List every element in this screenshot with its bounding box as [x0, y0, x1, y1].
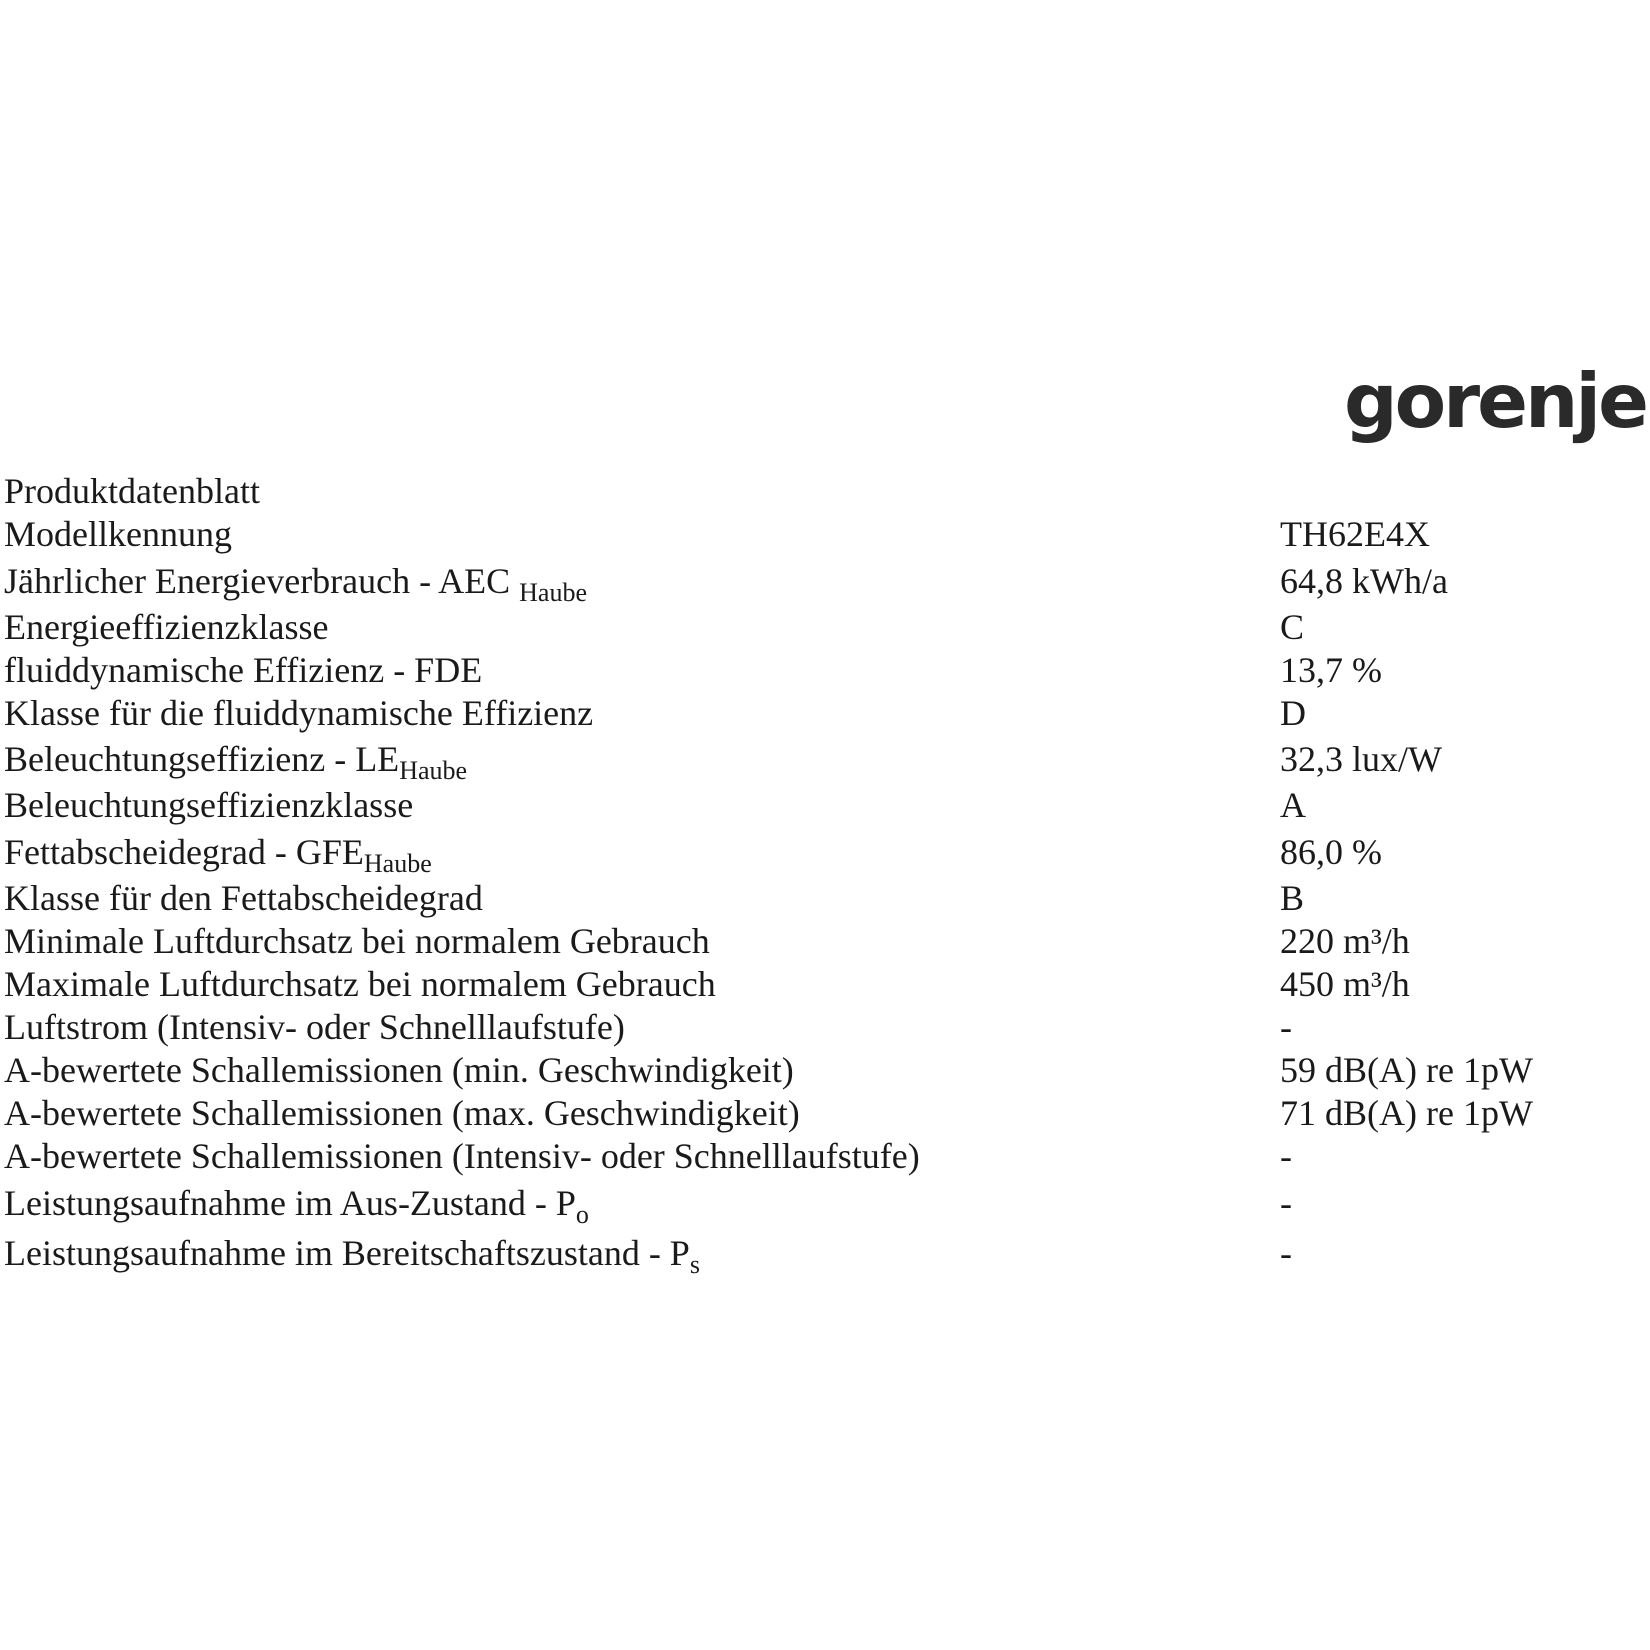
- row-label: A-bewertete Schallemissionen (max. Geschwindigkeit): [4, 1092, 800, 1133]
- data-row: [4, 1006, 1644, 1049]
- sheet-title-row: [4, 470, 1644, 513]
- row-value: -: [1280, 1232, 1292, 1273]
- row-label: Maximale Luftdurchsatz bei normalem Gebrauch: [4, 964, 716, 1005]
- data-row: [4, 963, 1644, 1006]
- row-value: C: [1280, 606, 1305, 647]
- row-value: -: [1280, 1007, 1292, 1048]
- row-label: Beleuchtungseffizienz - $LE_{Haube}$: [4, 739, 468, 786]
- data-row: [4, 649, 1644, 692]
- row-value: -: [1280, 1135, 1292, 1176]
- data-row: [4, 784, 1644, 827]
- data-row: [4, 1049, 1644, 1092]
- data-row: [4, 877, 1644, 920]
- gorenje-logo: gorenje: [1343, 357, 1646, 445]
- product-data-sheet: [4, 470, 1644, 1278]
- row-value: D: [1280, 692, 1306, 733]
- row-value: 59 dB(A) re 1pW: [1280, 1049, 1533, 1090]
- data-row: [4, 827, 1644, 877]
- data-row: [4, 606, 1644, 649]
- data-row: [4, 692, 1644, 735]
- row-value: 450 m³/h: [1280, 964, 1410, 1005]
- row-value: 32,3 lux/W: [1280, 739, 1442, 780]
- sheet-title: Produktdatenblatt: [4, 471, 260, 511]
- row-value: B: [1280, 878, 1305, 919]
- row-label: Klasse für die fluiddynamische Effizienz: [4, 692, 594, 733]
- data-row: [4, 1092, 1644, 1135]
- data-row: [4, 556, 1644, 606]
- row-label: fluiddynamische Effizienz - FDE: [4, 649, 483, 690]
- data-row: [4, 1178, 1644, 1228]
- row-value: 86,0 %: [1280, 832, 1382, 873]
- row-value: 13,7 %: [1280, 649, 1382, 690]
- row-value: -: [1280, 1182, 1292, 1223]
- row-label: Beleuchtungseffizienzklasse: [4, 785, 414, 826]
- row-value: 71 dB(A) re 1pW: [1280, 1092, 1533, 1133]
- row-value: A: [1280, 785, 1306, 826]
- row-label: A-bewertete Schallemissionen (Intensiv- oder Schnelllaufstufe): [4, 1135, 920, 1176]
- data-row: [4, 920, 1644, 963]
- row-label: Jährlicher Energieverbrauch - AEC $_{Haube}$: [4, 560, 587, 607]
- row-label: Leistungsaufnahme im Bereitschaftszustand - $P_s$: [4, 1232, 700, 1279]
- data-row: [4, 734, 1644, 784]
- data-row: [4, 1135, 1644, 1178]
- data-row: [4, 1228, 1644, 1278]
- row-label: Klasse für den Fettabscheidegrad: [4, 878, 483, 919]
- row-value: TH62E4X: [1280, 513, 1430, 554]
- row-label: Modellkennung: [4, 513, 232, 554]
- row-label: Luftstrom (Intensiv- oder Schnelllaufstufe): [4, 1007, 625, 1048]
- row-label: Energieeffizienzklasse: [4, 606, 329, 647]
- data-row: [4, 513, 1644, 556]
- row-value: 220 m³/h: [1280, 921, 1410, 962]
- row-label: Fettabscheidegrad - $GFE_{Haube}$: [4, 832, 432, 879]
- row-value: 64,8 kWh/a: [1280, 560, 1448, 601]
- row-label: Leistungsaufnahme im $Aus-Zustand - P_o$: [4, 1182, 589, 1229]
- row-label: A-bewertete Schallemissionen (min. Geschwindigkeit): [4, 1049, 794, 1090]
- row-label: Minimale Luftdurchsatz bei normalem Gebrauch: [4, 921, 710, 962]
